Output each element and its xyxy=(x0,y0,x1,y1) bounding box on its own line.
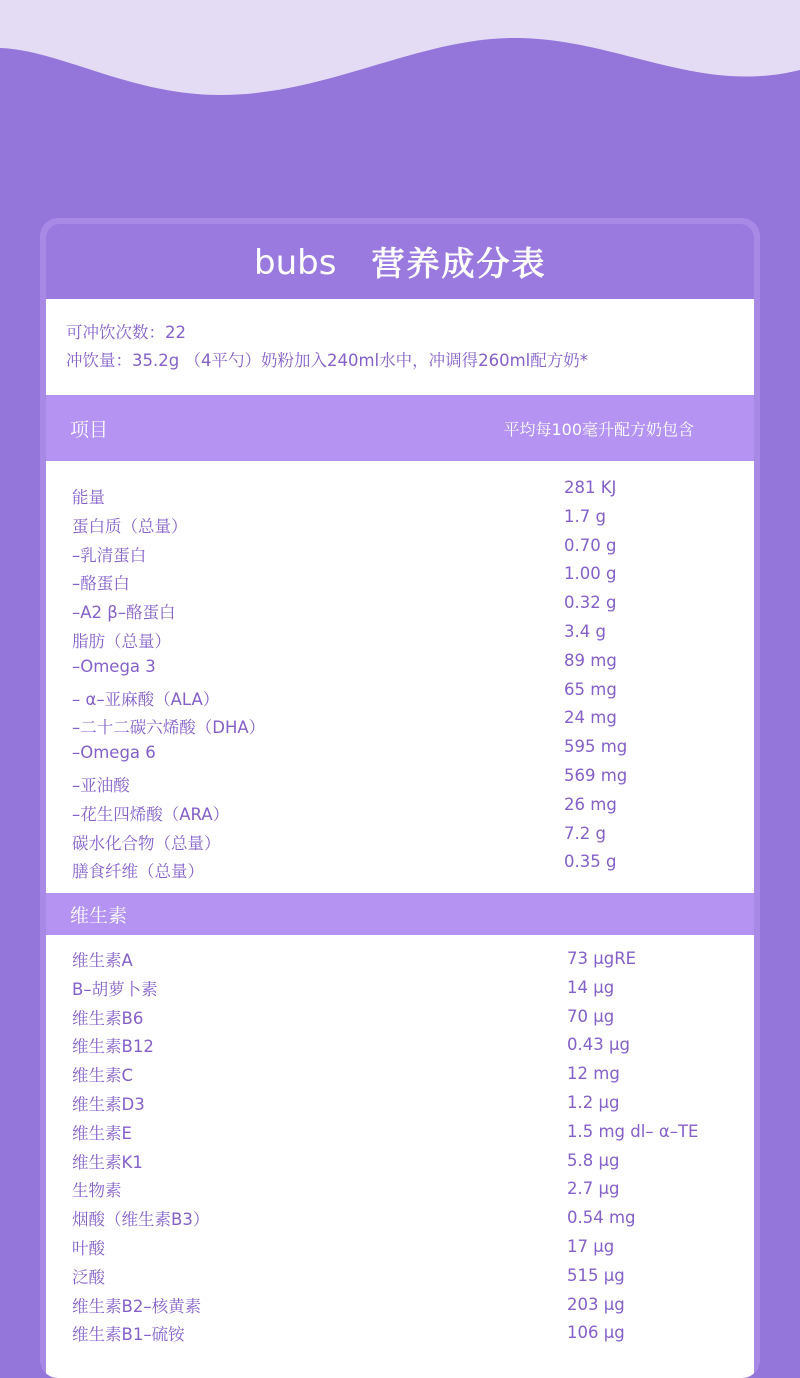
vitamin-value: 5.8 μg xyxy=(567,1150,620,1170)
vitamins-section xyxy=(46,935,754,1378)
nutrient-value: 89 mg xyxy=(564,650,617,670)
nutrients-section xyxy=(46,461,754,893)
vitamin-value: 17 μg xyxy=(567,1236,615,1256)
table-row xyxy=(46,708,754,737)
table-row xyxy=(46,507,754,536)
nutrient-value: 26 mg xyxy=(564,794,617,814)
nutrient-name: 能量 xyxy=(72,488,105,507)
nutrition-card-inner xyxy=(46,224,754,1378)
table-row xyxy=(46,766,754,795)
vitamin-name: 维生素B1–硫铵 xyxy=(72,1325,185,1345)
table-row xyxy=(46,1293,754,1322)
nutrient-value: 1.00 g xyxy=(564,564,617,584)
table-row xyxy=(46,1321,754,1350)
bubs-logo-text: bubs xyxy=(253,242,336,283)
vitamin-value: 106 μg xyxy=(567,1323,625,1343)
table-row xyxy=(46,737,754,766)
nutrient-value: 65 mg xyxy=(564,679,617,699)
nutrition-card xyxy=(40,218,760,1378)
card-title: 营养成分表 xyxy=(371,244,547,283)
vitamin-value: 73 μgRE xyxy=(567,949,637,968)
nutrient-name: –乳清蛋白 xyxy=(72,545,147,565)
nutrient-value: 1.7 g xyxy=(564,506,606,526)
nutrient-value: 7.2 g xyxy=(564,823,606,843)
nutrient-name: –Omega 6 xyxy=(72,743,156,763)
table-row xyxy=(46,1033,754,1062)
vitamin-name: 维生素B12 xyxy=(72,1037,154,1057)
vitamin-value: 0.43 μg xyxy=(567,1035,630,1055)
table-row xyxy=(46,1062,754,1091)
table-row xyxy=(46,1149,754,1178)
vitamin-name: 叶酸 xyxy=(72,1238,105,1258)
table-row xyxy=(46,593,754,622)
table-row xyxy=(46,478,754,507)
nutrient-value: 0.35 g xyxy=(564,852,617,872)
vitamin-name: 维生素K1 xyxy=(72,1152,143,1172)
nutrient-name: –花生四烯酸（ARA） xyxy=(72,804,230,824)
vitamin-name: 烟酸（维生素B3） xyxy=(72,1210,210,1230)
table-row xyxy=(46,976,754,1005)
table-row xyxy=(46,795,754,824)
nutrient-name: 膳食纤维（总量） xyxy=(72,862,204,882)
table-column-header xyxy=(46,395,754,461)
nutrient-name: – α–亚麻酸（ALA） xyxy=(72,689,220,709)
table-row xyxy=(46,947,754,976)
nutrient-name: –Omega 3 xyxy=(72,656,156,676)
vitamin-value: 1.2 μg xyxy=(567,1092,620,1112)
nutrient-name: –酪蛋白 xyxy=(72,574,130,594)
item-column-label: 项目 xyxy=(70,418,109,441)
vitamin-name: 维生素B2–核黄素 xyxy=(72,1296,202,1316)
table-row xyxy=(46,1206,754,1235)
table-row xyxy=(46,1091,754,1120)
vitamin-name: 泛酸 xyxy=(72,1267,105,1287)
nutrient-name: –亚油酸 xyxy=(72,775,130,795)
serving-info xyxy=(46,299,754,395)
table-row xyxy=(46,564,754,593)
table-row xyxy=(46,680,754,709)
vitamins-section-header: 维生素 xyxy=(46,893,754,935)
nutrient-value: 24 mg xyxy=(564,708,617,728)
servings-text: 可冲饮次数：22 xyxy=(66,323,186,342)
vitamin-name: 维生素A xyxy=(72,951,133,970)
vitamin-value: 1.5 mg dl– α–TE xyxy=(567,1121,699,1141)
vitamin-value: 0.54 mg xyxy=(567,1208,636,1228)
per-100ml-column-label: 平均每100毫升配方奶包含 xyxy=(503,419,694,439)
nutrient-value: 0.70 g xyxy=(564,535,617,555)
top-wave-decoration xyxy=(0,0,800,110)
table-row xyxy=(46,1235,754,1264)
vitamin-name: 维生素B6 xyxy=(72,1008,144,1028)
nutrient-name: 碳水化合物（总量） xyxy=(72,833,221,853)
vitamin-name: 维生素C xyxy=(72,1066,134,1086)
table-row xyxy=(46,622,754,651)
bubs-logo-icon xyxy=(254,240,358,284)
nutrient-name: –二十二碳六烯酸（DHA） xyxy=(72,718,266,738)
table-row xyxy=(46,1005,754,1034)
nutrient-value: 3.4 g xyxy=(564,621,606,641)
card-header xyxy=(46,224,754,299)
vitamin-name: 维生素D3 xyxy=(72,1094,145,1114)
nutrient-value: 595 mg xyxy=(564,737,628,757)
vitamin-value: 515 μg xyxy=(567,1265,625,1285)
table-row xyxy=(46,536,754,565)
nutrient-value: 569 mg xyxy=(564,765,628,785)
vitamin-value: 203 μg xyxy=(567,1294,625,1314)
table-row xyxy=(46,651,754,680)
nutrient-name: –A2 β–酪蛋白 xyxy=(72,603,176,623)
table-row xyxy=(46,852,754,881)
vitamin-value: 2.7 μg xyxy=(567,1179,620,1199)
vitamin-name: Β–胡萝卜素 xyxy=(72,979,158,999)
nutrient-name: 脂肪（总量） xyxy=(72,631,171,651)
vitamin-value: 12 mg xyxy=(567,1064,620,1084)
nutrient-name: 蛋白质（总量） xyxy=(72,516,188,536)
table-row xyxy=(46,1264,754,1293)
vitamin-name: 维生素E xyxy=(72,1123,132,1143)
preparation-text: 冲饮量：35.2g （4平勺）奶粉加入240ml水中，冲调得260ml配方奶* xyxy=(66,351,589,370)
table-row xyxy=(46,1177,754,1206)
table-row xyxy=(46,1120,754,1149)
nutrient-value: 0.32 g xyxy=(564,593,617,613)
vitamin-value: 70 μg xyxy=(567,1006,615,1026)
table-row xyxy=(46,824,754,853)
nutrient-value: 281 KJ xyxy=(564,478,617,497)
vitamin-value: 14 μg xyxy=(567,977,615,997)
vitamin-name: 生物素 xyxy=(72,1181,122,1201)
